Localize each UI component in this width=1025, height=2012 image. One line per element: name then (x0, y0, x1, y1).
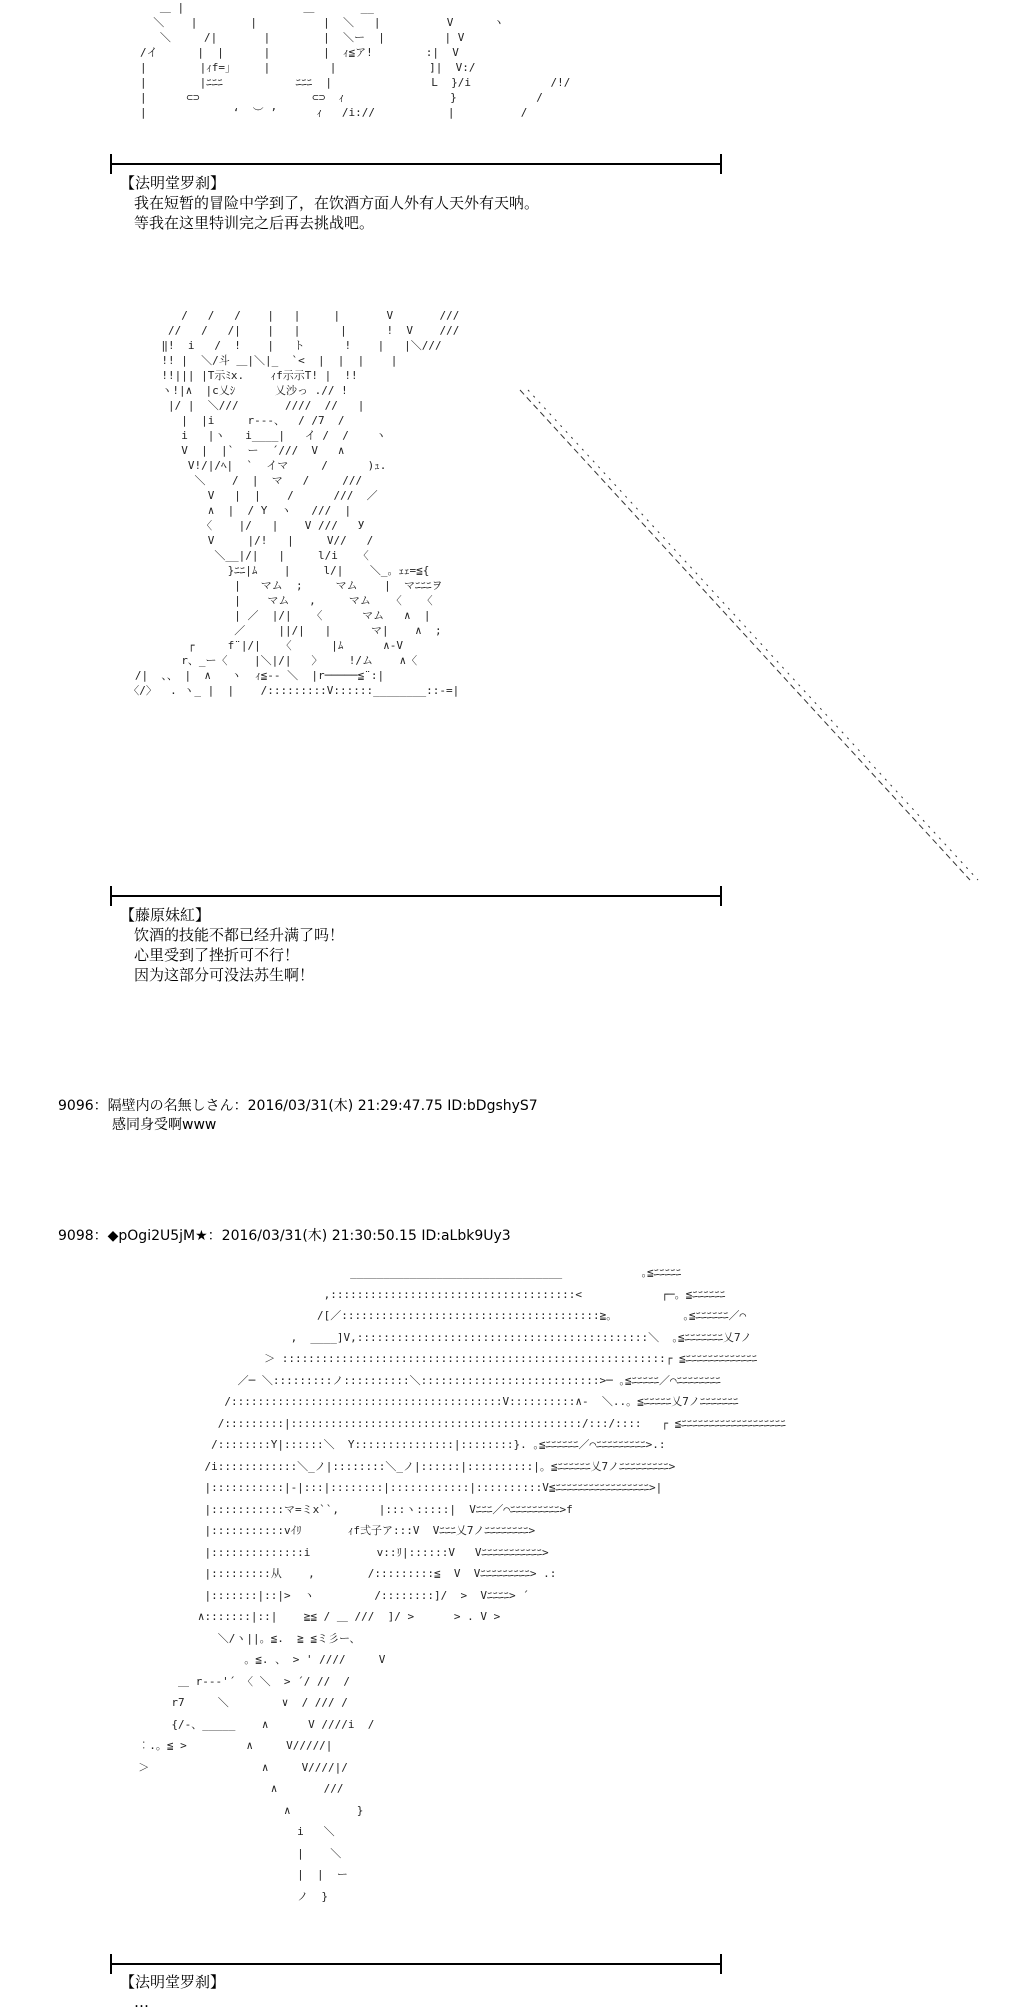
dialogue-line: 饮酒的技能不都已经升满了吗！ (134, 926, 345, 944)
ascii-art-panel-3: ________________________________ ｡≦ﾆﾆﾆﾆﾆ ,:::::::::::::::::::::::::::::::::::::< ┌─。≦ﾆﾆﾆﾆﾆﾆ /[／:::::::::::::::::::::::::::::::::::::::≧。 ｡≦ﾆﾆﾆﾆﾆﾆ／⌒ , ____]V,::::::::::::::::::::::::::::::::::::::::::::＼ ｡≦ﾆﾆﾆﾆﾆﾆﾆ乂7ノ ＞ ::::::::::::::::::::::::::::::::::::::::::::::::::::::::::┌ ≦ﾆﾆﾆﾆﾆﾆﾆﾆﾆﾆﾆﾆﾆ ／─ ＼:::::::::ノ::::::::::＼:::::::::::::::::::::::::::>─ ｡≦ﾆﾆﾆﾆﾆ／⌒ﾆﾆﾆﾆﾆﾆﾆﾆ /:::::::::::::::::::::::::::::::::::::::::V::::::::::∧- ＼..。≦ﾆﾆﾆﾆﾆ乂7ノﾆﾆﾆﾆﾆﾆﾆ /:::::::::|::::::::::::::::::::::::::::::::::::::::::::/:::/:::: ┌ ≦ﾆﾆﾆﾆﾆﾆﾆﾆﾆﾆﾆﾆﾆﾆﾆﾆﾆﾆﾆ /::::::::Y|::::::＼ Y:::::::::::::::|::::::::}. ｡≦ﾆﾆﾆﾆﾆﾆ／⌒ﾆﾆﾆﾆﾆﾆﾆﾆﾆ>.: /i::::::::::::＼_ノ|::::::::＼_ノ|::::::|::::::::::|。≦ﾆﾆﾆﾆﾆﾆ乂7ノﾆﾆﾆﾆﾆﾆﾆﾆﾆ> |:::::::::::|-|:::|::::::::|::::::::::::|::::::::::V≦ﾆﾆﾆﾆﾆﾆﾆﾆﾆﾆﾆﾆﾆﾆﾆﾆﾆ>| |:::::::::::マ=ミx``, |:::ヽ:::::| Vﾆﾆﾆ／⌒ﾆﾆﾆﾆﾆﾆﾆﾆﾆ>f |:::::::::::vｲﾘ ｨf弍子ア:::V Vﾆﾆﾆ乂7ノﾆﾆﾆﾆﾆﾆﾆﾆ> |::::::::::::::i v::ﾘ|::::::V Vﾆﾆﾆﾆﾆﾆﾆﾆﾆﾆﾆ> |:::::::::从 , /:::::::::≦ V Vﾆﾆﾆﾆﾆﾆﾆﾆﾆ> .: |:::::::|::|> ヽ /::::::::]/ > Vﾆﾆﾆﾆ> ´ ∧:::::::|::| ≧≦ / ＿ /// ]/ > > . V > ＼/ヽ||。≦. ≧ ≦ミ彡ー、 。≦. 、 > ' //// V ＿ r‐‐‐'´ 〈 ＼ > ´/ // / r7 ＼ ∨ / /// / {/‐、_____ ∧ V ////i / ︰.。≦ > ∧ V/////| ＞ ∧ V////|/ ∧ /// ∧ } i ＼ | ＼ | | ー ノ } (138, 1266, 786, 1903)
dialogue-line: … (134, 1993, 149, 2011)
dialogue-line: 我在短暂的冒险中学到了，在饮酒方面人外有人天外有天呐。 (134, 194, 540, 212)
post-header-9098: 9098：◆pOgi2U5jM★：2016/03/31(木) 21:30:50.15 ID:aLbk9Uy3 (58, 1228, 511, 1244)
panel-divider (110, 895, 722, 897)
dialogue-block-3 (120, 1972, 720, 2011)
dialogue-line: 因为这部分可没法苏生啊！ (134, 966, 315, 984)
panel-divider (110, 1963, 722, 1965)
dialogue-block-2 (120, 905, 720, 985)
dialogue-line: 等我在这里特训完之后再去挑战吧。 (134, 214, 375, 232)
ascii-art-panel-1: ＿ | ＿ __ ＼ | | | ＼ | V ヽ ＼ /| | | ＼ー | | V /イ | | | | ｨ≦ア! :| V | |ｨf=｣ | | ]| V:/ | |ﾆﾆﾆ ﾆﾆﾆ | L }/i /!/ | ⊂⊃ ⊂⊃ ｨ } / | ‘ ︶ ’ ｨ /i:// | / (140, 1, 571, 119)
post-header-9096: 9096：隔壁内の名無しさん：2016/03/31(木) 21:29:47.75 ID:bDgshyS7 (58, 1098, 538, 1114)
panel-divider (110, 163, 722, 165)
speaker-name: 【藤原妹紅】 (120, 906, 211, 924)
speaker-name: 【法明堂罗刹】 (120, 1973, 226, 1991)
dialogue-block-1 (120, 173, 720, 233)
speaker-name: 【法明堂罗刹】 (120, 174, 226, 192)
ascii-art-panel-2: / / / | | | V /// // / /| | | | ! V /// ‖! i / ! | ト ! | |＼/// !! | ＼/斗 ＿|＼|_ `< | | | | !!||| |T示ﾐx. ｨf示示T! | !! ヽ!|∧ |c乂ｼ 乂沙っ .// ! |/ | ＼/// //// // | | |i r‐‐‐、 / /7 / i |ヽ i____| イ / / ヽ V | |` ー ´/// V ∧ V!/|/ﾍ| ` イマ / )ｭ. ＼ / | マ / /// V | | / /// ／ ∧ | / Y ヽ /// | 〈 |/ | V /// У V |/! | V// / ＼__|/| | l/i 〈 }ﾆﾆ|ﾑ | l/| ＼_。ｪｪ=≦{ | マム ; マム | マﾆﾆﾆヲ | マム , マム 〈 〈 | ／ |/| 〈 マム ∧ | ／ ||/| | マ| ∧ ; ┌ f¨|/| 〈 |ﾑ ∧-V r、_ー〈 |＼|/| 〉 !/ム ∧〈 /| 、、 | ∧ ヽ ｨ≦-- ＼ |r─────≦¨:| 〈/〉 . ヽ_ | | /:::::::::V::::::________::-=| (128, 309, 460, 697)
post-body-9096: 感同身受啊www (112, 1117, 217, 1133)
diagonal-stick (520, 390, 980, 890)
dialogue-line: 心里受到了挫折可不行！ (134, 946, 300, 964)
